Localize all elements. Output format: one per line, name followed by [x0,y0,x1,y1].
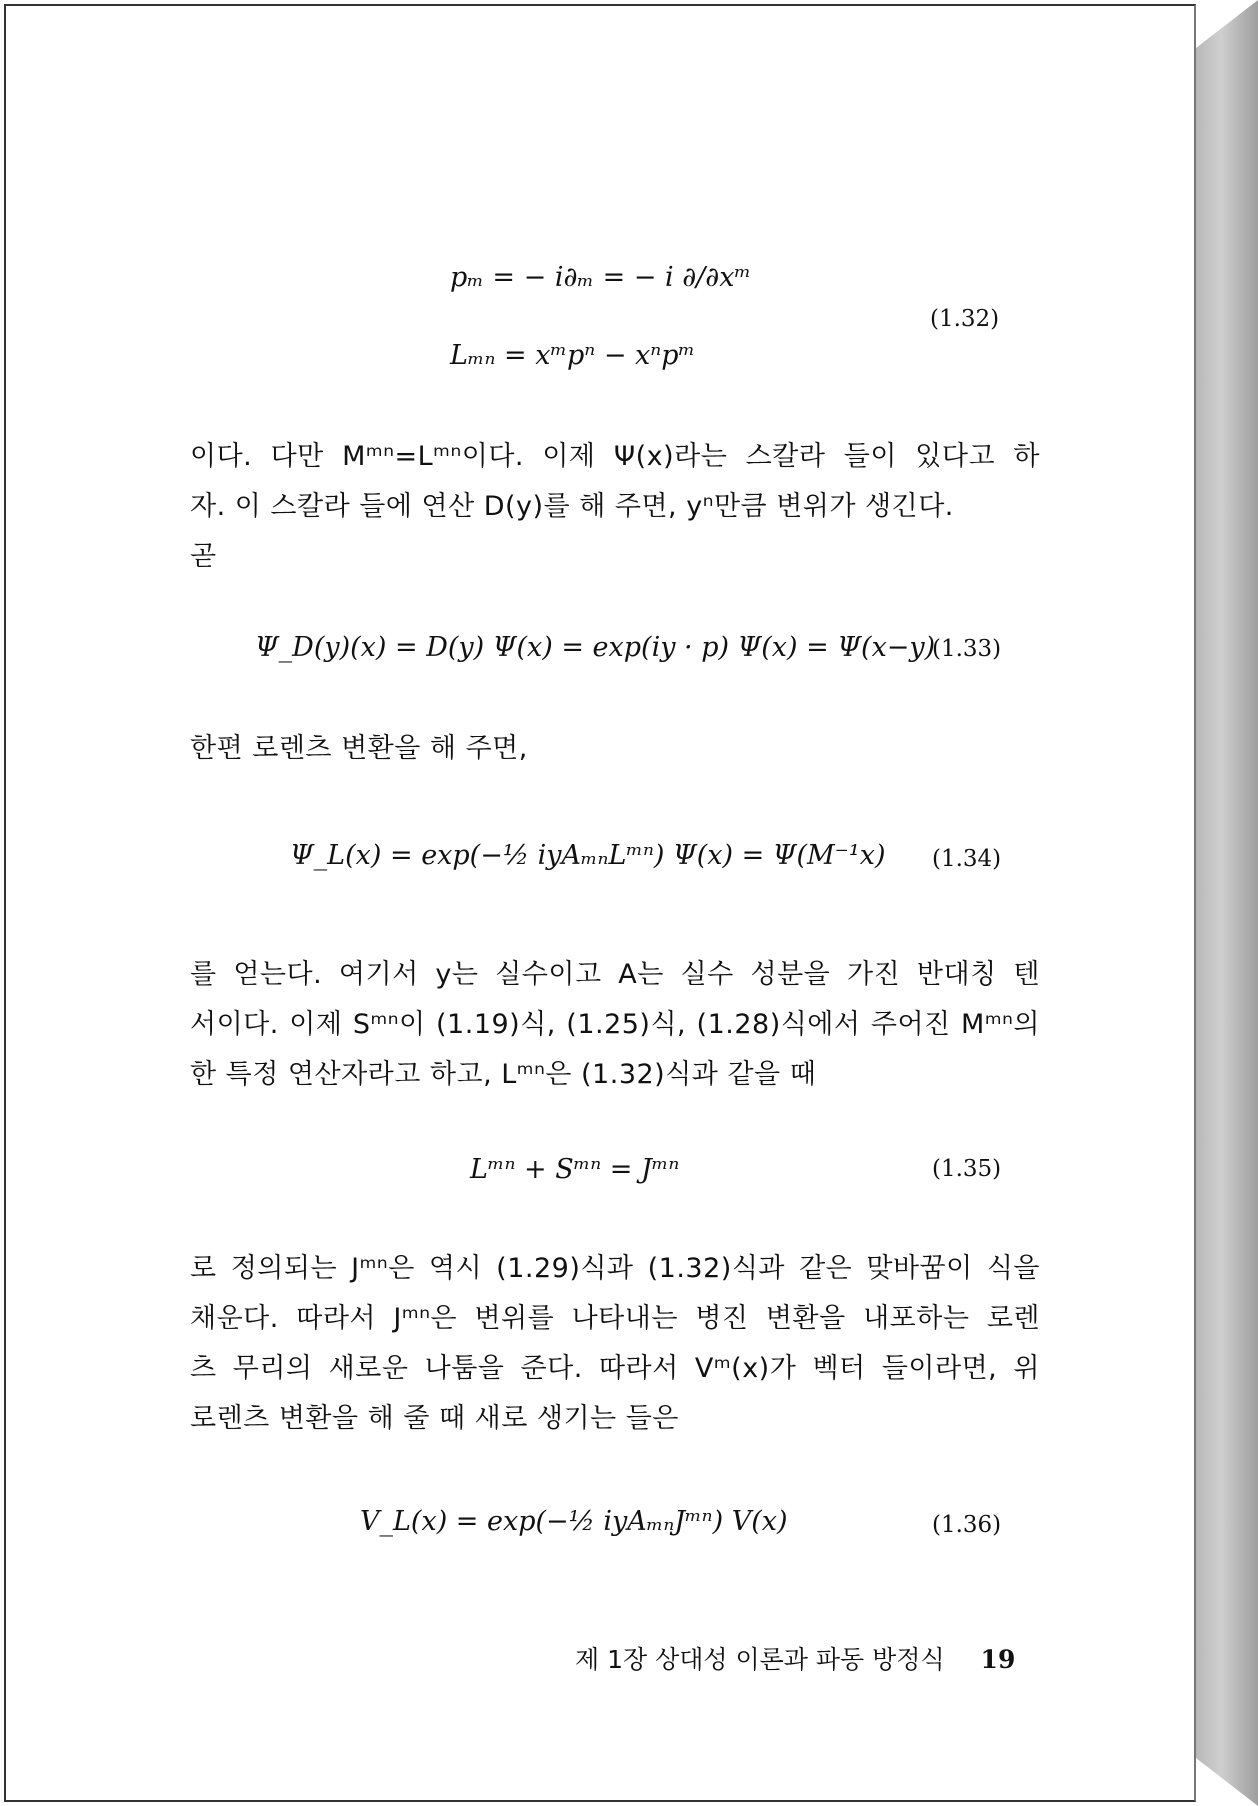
chapter-title: 제 1장 상대성 이론과 파동 방정식 [575,1645,945,1674]
paragraph-2 [190,724,1040,774]
equation-1-32-line-2: Lₘₙ = xᵐpⁿ − xⁿpᵐ [450,340,696,371]
paragraph-line: 로 정의되는 Jᵐⁿ은 역시 (1.29)식과 (1.32)식과 같은 맞바꿈이 식을 [190,1253,1040,1284]
paragraph-line: 서이다. 이제 Sᵐⁿ이 (1.19)식, (1.25)식, (1.28)식에서 주어진 Mᵐⁿ의 [190,1009,1040,1040]
running-footer [575,1640,1015,1676]
equation-number-1-32: (1.32) [930,306,1000,332]
paragraph-line: 로렌츠 변환을 해 줄 때 새로 생기는 들은 [190,1403,679,1434]
paragraph-line: 를 얻는다. 여기서 y는 실수이고 A는 실수 성분을 가진 반대칭 텐 [190,959,1040,990]
paragraph-line: 채운다. 따라서 Jᵐⁿ은 변위를 나타내는 병진 변환을 내포하는 로렌 [190,1303,1040,1334]
paragraph-3 [190,950,1040,1100]
equation-1-35: Lᵐⁿ + Sᵐⁿ = Jᵐⁿ [470,1154,680,1185]
paragraph-line: 이다. 다만 Mᵐⁿ=Lᵐⁿ이다. 이제 Ψ(x)라는 스칼라 들이 있다고 하 [190,441,1040,472]
paragraph-4 [190,1244,1040,1444]
equation-number-1-35: (1.35) [932,1156,1002,1182]
paragraph-line: 곧 [190,541,217,572]
equation-number-1-33: (1.33) [932,636,1002,662]
equation-1-33: Ψ_D(y)(x) = D(y) Ψ(x) = exp(iy · p) Ψ(x) = Ψ(x−y) [255,632,936,663]
page-stack-edge-bottom [1196,1758,1258,1806]
paragraph-line: 츠 무리의 새로운 나툼을 준다. 따라서 Vᵐ(x)가 벡터 들이라면, 위 [190,1353,1040,1384]
paragraph-line: 한편 로렌츠 변환을 해 주면, [190,733,528,764]
equation-number-1-36: (1.36) [932,1512,1002,1538]
equation-1-32-line-1: pₘ = − i∂ₘ = − i ∂/∂xᵐ [450,262,752,293]
equation-1-36: V_L(x) = exp(−½ iyAₘₙJᵐⁿ) V(x) [360,1506,788,1537]
page-stack-edge [1196,0,1258,1806]
paragraph-line: 자. 이 스칼라 들에 연산 D(y)를 해 주면, yⁿ만큼 변위가 생긴다. [190,491,954,522]
page-number: 19 [980,1645,1016,1674]
paragraph-line: 한 특정 연산자라고 하고, Lᵐⁿ은 (1.32)식과 같을 때 [190,1059,817,1090]
equation-number-1-34: (1.34) [932,846,1002,872]
paragraph-1 [190,432,1040,582]
equation-1-34: Ψ_L(x) = exp(−½ iyAₘₙLᵐⁿ) Ψ(x) = Ψ(M⁻¹x) [290,840,886,871]
page-stack-edge-top [1196,0,1258,48]
